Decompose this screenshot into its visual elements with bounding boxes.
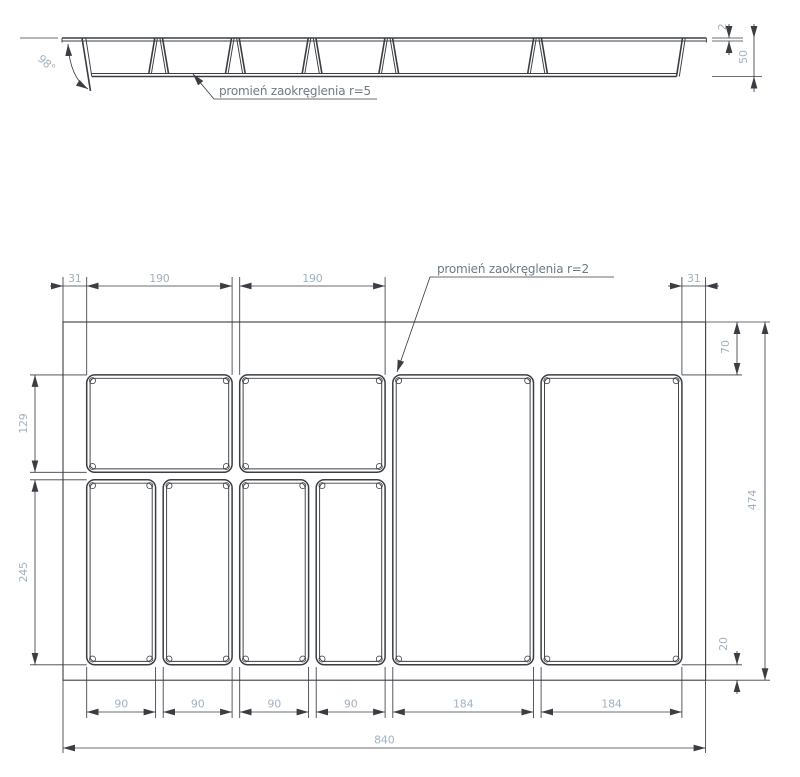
radius-note-r2 bbox=[397, 262, 614, 372]
dim-right-margin: 31 bbox=[686, 272, 701, 285]
compartments bbox=[87, 375, 682, 665]
compartment-inner bbox=[90, 483, 152, 661]
dim-rim-thickness: 2 bbox=[716, 23, 729, 31]
dim-left-margin: 31 bbox=[67, 272, 82, 285]
radius-note-r5-text: promień zaokręglenia r=5 bbox=[219, 84, 371, 98]
dim-span1: 190 bbox=[149, 272, 170, 285]
dim-top-margin: 70 bbox=[719, 340, 732, 354]
dim-col4: 90 bbox=[343, 697, 358, 711]
section-profile-main bbox=[62, 38, 706, 91]
section-dimensions bbox=[712, 24, 762, 92]
dim-col-left bbox=[17, 375, 35, 665]
radius-note-r2-text: promień zaokręglenia r=2 bbox=[437, 262, 589, 276]
dim-row1-height: 129 bbox=[17, 413, 30, 434]
dim-row-bottom bbox=[63, 698, 706, 749]
dim-section-height: 50 bbox=[737, 50, 750, 64]
plan-view bbox=[17, 262, 770, 753]
dim-total-height: 474 bbox=[746, 489, 759, 511]
compartment-inner bbox=[396, 378, 530, 661]
angle-value: 98° bbox=[34, 52, 58, 75]
angle-dimension bbox=[20, 38, 88, 89]
dim-col2: 90 bbox=[190, 697, 205, 711]
dim-large2: 184 bbox=[601, 697, 622, 711]
compartment-outline bbox=[87, 375, 232, 472]
extension-lines bbox=[30, 277, 770, 753]
compartment-outline bbox=[240, 375, 385, 472]
compartment-inner bbox=[320, 483, 382, 661]
dim-col3: 90 bbox=[267, 697, 282, 711]
tray-outline bbox=[63, 322, 706, 680]
dim-col1: 90 bbox=[114, 697, 129, 711]
dim-bottom-margin: 20 bbox=[717, 637, 730, 651]
dim-total-width: 840 bbox=[374, 733, 395, 747]
dim-col-right bbox=[717, 322, 765, 694]
compartment-inner bbox=[167, 483, 229, 661]
compartment-outline bbox=[240, 480, 309, 665]
compartment-outline bbox=[541, 375, 682, 665]
dim-span2: 190 bbox=[302, 272, 323, 285]
compartment-outline bbox=[87, 480, 156, 665]
dim-large1: 184 bbox=[452, 697, 474, 711]
section-view bbox=[20, 24, 762, 99]
compartment-inner bbox=[545, 378, 679, 661]
radius-note-r5 bbox=[193, 74, 377, 99]
compartment-inner bbox=[90, 378, 229, 469]
compartment-outline bbox=[316, 480, 385, 665]
compartment-outline bbox=[393, 375, 534, 665]
dim-row-top bbox=[50, 272, 719, 286]
compartment-outline bbox=[163, 480, 232, 665]
compartment-inner bbox=[243, 483, 305, 661]
dim-row2-height: 245 bbox=[17, 562, 30, 583]
compartment-inner bbox=[243, 378, 382, 469]
